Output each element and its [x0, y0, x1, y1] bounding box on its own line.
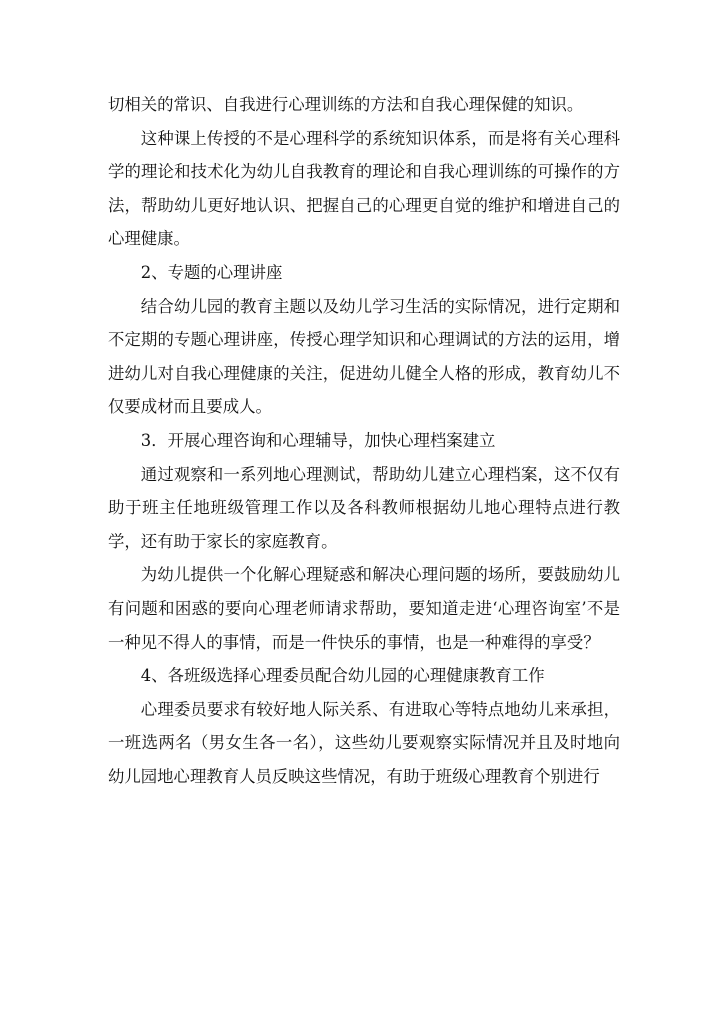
section-heading: 4、各班级选择心理委员配合幼儿园的心理健康教育工作 — [140, 666, 545, 686]
paragraph: 结合幼儿园的教育主题以及幼儿学习生活的实际情况，进行定期和不定期的专题心理讲座，传授心理学知识和心理调试的方法的运用，增进幼儿对自我心理健康的关注，促进幼儿健全人格的形成，教育幼儿不仅要成材而且要成人。 — [108, 296, 620, 417]
paragraph: 为幼儿提供一个化解心理疑惑和解决心理问题的场所，要鼓励幼儿有问题和困惑的要向心理老师请求帮助，要知道走进‘心理咨询室’不是一种见不得人的事情，而是一件快乐的事情，也是一种难得的享受？ — [108, 565, 620, 652]
section-heading: 2、专题的心理讲座 — [140, 262, 283, 282]
paragraph: 切相关的常识、自我进行心理训练的方法和自我心理保健的知识。 — [108, 95, 584, 114]
paragraph: 这种课上传授的不是心理科学的系统知识体系，而是将有关心理科学的理论和技术化为幼儿自我教育的理论和自我心理训练的可操作的方法，帮助幼儿更好地认识、把握自己的心理更自觉的维护和增进自己的心理健康。 — [108, 128, 620, 249]
document-body — [108, 88, 620, 793]
section-heading: 3．开展心理咨询和心理辅导，加快心理档案建立 — [140, 430, 496, 450]
paragraph: 心理委员要求有较好地人际关系、有进取心等特点地幼儿来承担，一班选两名（男女生各一名），这些幼儿要观察实际情况并且及时地向幼儿园地心理教育人员反映这些情况，有助于班级心理教育个别进行 — [108, 699, 620, 786]
paragraph: 通过观察和一系列地心理测试，帮助幼儿建立心理档案，这不仅有助于班主任地班级管理工作以及各科教师根据幼儿地心理特点进行教学，还有助于家长的家庭教育。 — [108, 464, 620, 551]
